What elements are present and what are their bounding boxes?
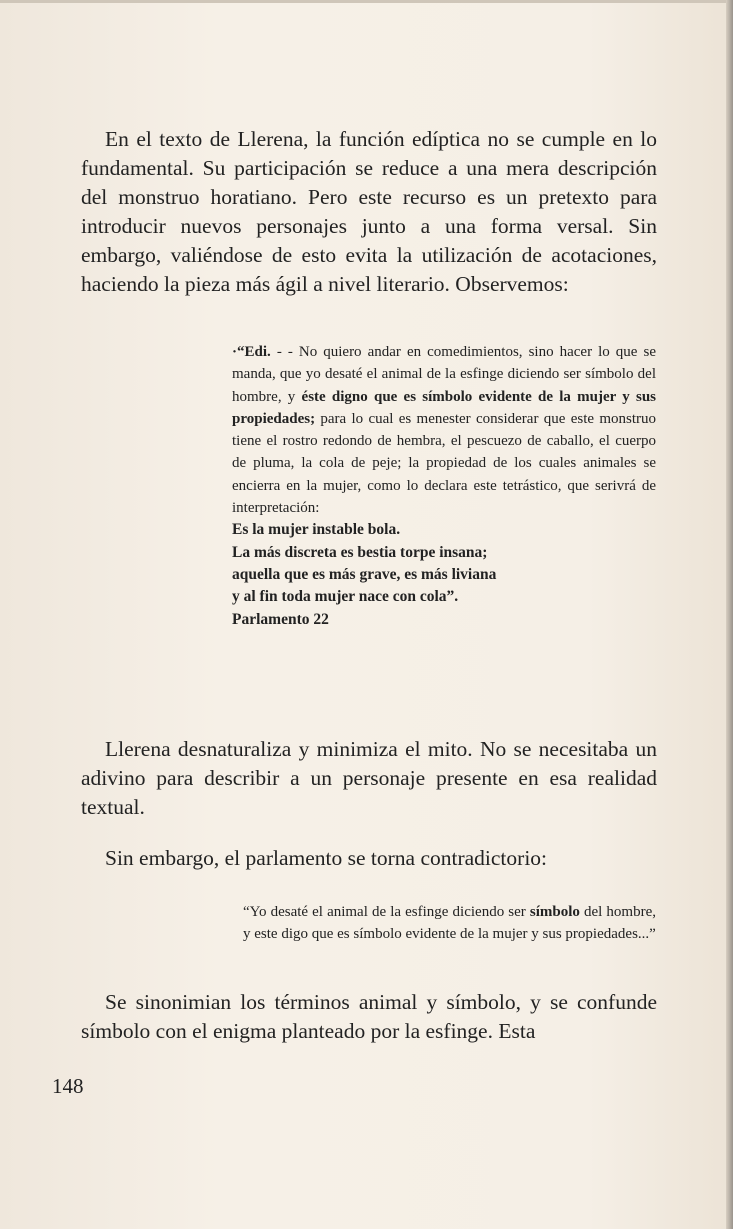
verse-line-4: y al fin toda mujer nace con cola”. bbox=[232, 588, 459, 606]
quote-dash: - - bbox=[270, 344, 299, 360]
quote-reference: Parlamento 22 bbox=[232, 610, 329, 628]
verse-line-3: aquella que es más grave, es más liviana bbox=[232, 565, 497, 583]
verse-line-1: Es la mujer instable bola. bbox=[232, 521, 401, 539]
quote-text-bold: éste digno que es símbolo evidente de la mujer y sus propiedades; bbox=[232, 388, 656, 427]
paragraph-intro: En el texto de Llerena, la función edíptica no se cumple en lo fundamental. Su participación se reduce a una mera descripción del monstruo horatiano. Pero este recurso es un pretexto para introducir nuevos personajes junto a una forma versal. Sin embargo, valiéndose de esto evita la utilización de acotaciones, haciendo la pieza más ágil a nivel literario. Observemos: bbox=[81, 127, 657, 296]
paragraph-mito: Llerena desnaturaliza y minimiza el mito. No se necesitaba un adivino para describir a un personaje presente en esa realidad textual. bbox=[81, 737, 657, 819]
quote-text-a: No quiero andar en comedimientos, sino hacer lo que se manda, que yo desaté el animal de la esfinge diciendo ser símbolo del hombre, y bbox=[232, 344, 656, 405]
paragraph-sinonimian: Se sinonimian los términos animal y símbolo, y se confunde símbolo con el enigma planteado por la esfinge. Esta bbox=[81, 990, 657, 1043]
quote-prose bbox=[232, 341, 656, 519]
page-top-edge bbox=[0, 0, 733, 3]
quote2-text-bold: símbolo bbox=[529, 904, 580, 920]
quote2-text-b: del hombre, y este digo que es símbolo evidente de la mujer y sus propiedades...” bbox=[243, 904, 656, 943]
page-right-edge bbox=[726, 0, 733, 1229]
quote-speaker: ·“Edi. bbox=[232, 344, 271, 360]
paragraph-contradictorio: Sin embargo, el parlamento se torna contradictorio: bbox=[105, 846, 548, 870]
quote-text-b: para lo cual es menester considerar que este monstruo tiene el rostro redondo de hembra, el pescuezo de caballo, el cuerpo de pluma, la cola de peje; la propiedad de los cuales animales se encierra en la mujer, como lo declara este tetrástico, que serivrá de interpretación: bbox=[232, 410, 656, 517]
page-number: 148 bbox=[52, 1074, 84, 1098]
verse-line-2: La más discreta es bestia torpe insana; bbox=[232, 543, 488, 561]
block-quote-edipo bbox=[232, 341, 656, 631]
block-quote-short bbox=[243, 901, 656, 946]
quote2-text-a: “Yo desaté el animal de la esfinge diciendo ser bbox=[243, 904, 530, 920]
